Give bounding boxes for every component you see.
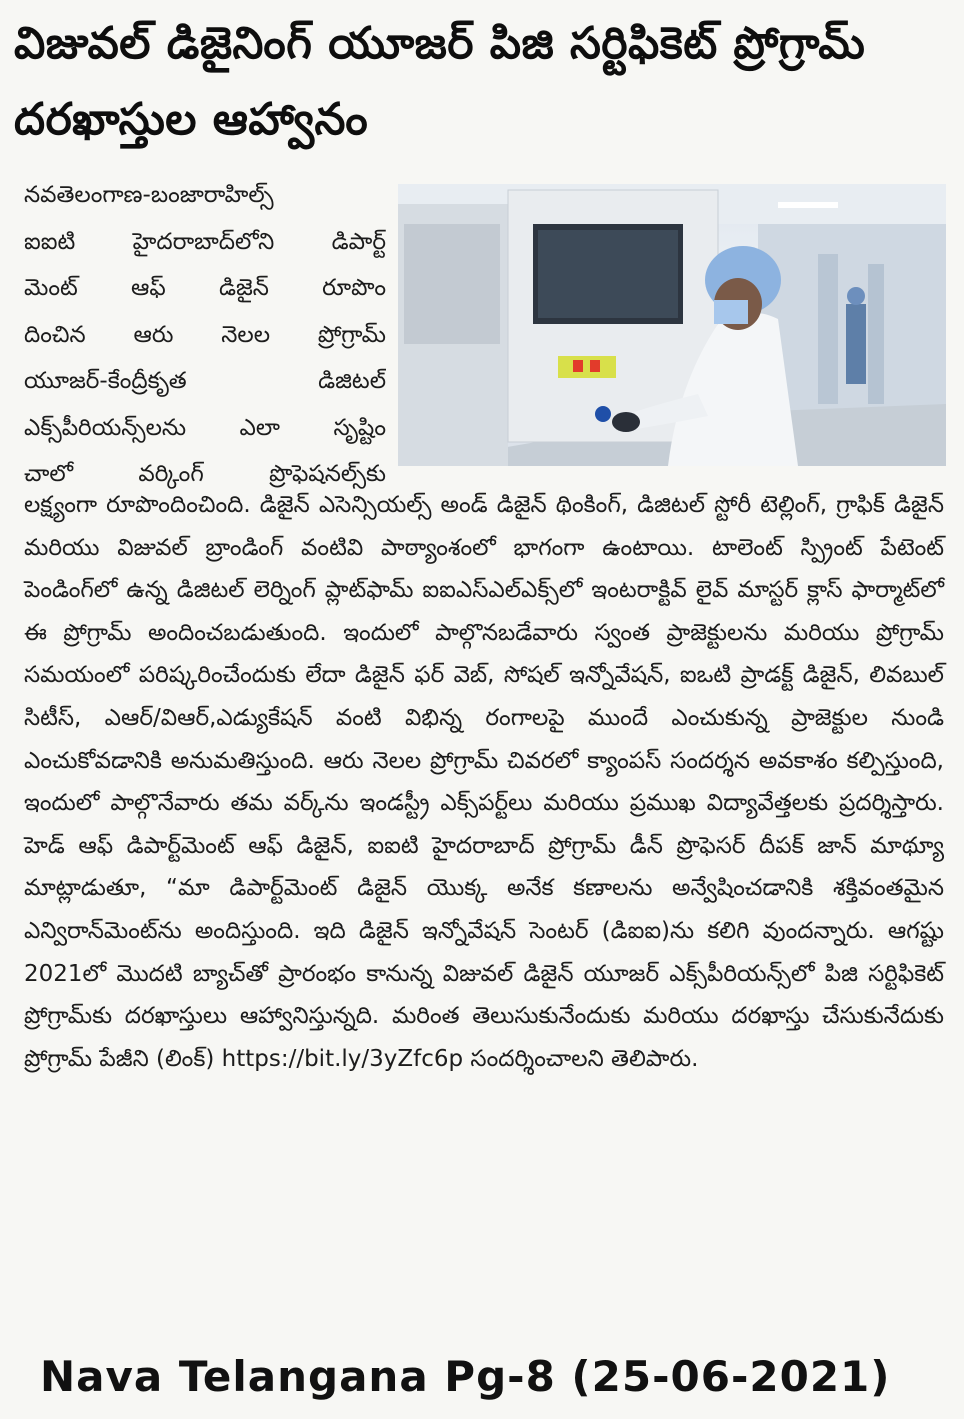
intro-line: నవతెలంగాణ-బంజారాహిల్స్ (24, 182, 274, 208)
source-caption: Nava Telangana Pg-8 (25-06-2021) (40, 1352, 891, 1401)
intro-line: చాలో వర్కింగ్ ప్రొఫెషనల్స్‌కు (24, 461, 386, 487)
lab-photo (398, 184, 946, 466)
intro-column (24, 172, 386, 498)
intro-line: యూజర్-కేంద్రీకృత డిజిటల్ (24, 368, 386, 394)
article-body: లక్ష్యంగా రూపొందించింది. డిజైన్ ఎసెన్సియల్స్ అండ్ డిజైన్ థింకింగ్, డిజిటల్ స్టోరీ టెల్లింగ్, గ్రాఫిక్ డిజైన్ మరియు విజువల్ బ్రాండింగ్ వంటివి పాఠ్యాంశంలో భాగంగా ఉంటాయి. టాలెంట్ స్ప్రింట్ పేటెంట్ పెండింగ్‌లో ఉన్న డిజిటల్ లెర్నింగ్ ప్లాట్‌ఫామ్ ఐఐఎస్ఎల్‌ఎక్స్‌లో ఇంటరాక్టివ్ లైవ్ మాస్టర్ క్లాస్ ఫార్మాట్‌లో ఈ ప్రోగ్రామ్ అందించబడుతుంది. ఇందులో పాల్గొనబడేవారు స్వంత ప్రాజెక్టులను మరియు ప్రోగ్రామ్ సమయంలో పరిష్కరించేందుకు లేదా డిజైన్ ఫర్ వెబ్, సోషల్ ఇన్నోవేషన్, ఐఒటి ప్రాడక్ట్ డిజైన్, లివబుల్ సిటీస్, ఎఆర్/విఆర్,ఎడ్యుకేషన్ వంటి విభిన్న రంగాలపై ముందే ఎంచుకున్న ప్రాజెక్టుల నుండి ఎంచుకోవడానికి అనుమతిస్తుంది. ఆరు నెలల ప్రోగ్రామ్ చివరలో క్యాంపస్ సందర్శన అవకాశం కల్పిస్తుంది, ఇందులో పాల్గొనేవారు తమ వర్క్‌ను ఇండస్ట్రీ ఎక్స్‌పర్ట్‌లు మరియు ప్రముఖ విద్యావేత్తలకు ప్రదర్శిస్తారు. హెడ్ ఆఫ్ డిపార్ట్‌మెంట్ ఆఫ్ డిజైన్, ఐఐటి హైదరాబాద్ ప్రోగ్రామ్ డీన్ ప్రొఫెసర్ దీపక్ జాన్ మాథ్యూ మాట్లాడుతూ, “మా డిపార్ట్‌మెంట్ డిజైన్ యొక్క అనేక కణాలను అన్వేషించడానికి శక్తివంతమైన ఎన్విరాన్‌మెంట్‌ను అందిస్తుంది. ఇది డిజైన్ ఇన్నోవేషన్ సెంటర్ (డిఐఐ)ను కలిగి వుందన్నారు. ఆగష్టు 2021లో మొదటి బ్యాచ్‌తో ప్రారంభం కానున్న విజువల్ డిజైన్ యూజర్ ఎక్స్‌పీరియన్స్‌లో పిజి సర్టిఫికెట్ ప్రోగ్రామ్‌కు దరఖాస్తులు ఆహ్వానిస్తున్నది. మరింత తెలుసుకునేందుకు మరియు దరఖాస్తు చేసుకునేదుకు ప్రోగ్రామ్ పేజీని (లింక్) https://bit.ly/3yZfc6p సందర్శించాలని తెలిపారు. (24, 492, 944, 1072)
intro-line: దించిన ఆరు నెలల ప్రోగ్రామ్ (24, 321, 386, 348)
article-headline: విజువల్ డిజైనింగ్ యూజర్ పిజి సర్టిఫికెట్ ప్రోగ్రామ్ దరఖాస్తుల ఆహ్వానం (14, 18, 866, 145)
intro-line: మెంట్ ఆఫ్ డిజైన్ రూపొం (24, 275, 386, 301)
intro-line: ఎక్స్‌పీరియన్స్‌లను ఎలా సృష్టిం (24, 414, 386, 441)
intro-line: ఐఐటి హైదరాబాద్‌లోని డిపార్ట్ (24, 228, 386, 255)
